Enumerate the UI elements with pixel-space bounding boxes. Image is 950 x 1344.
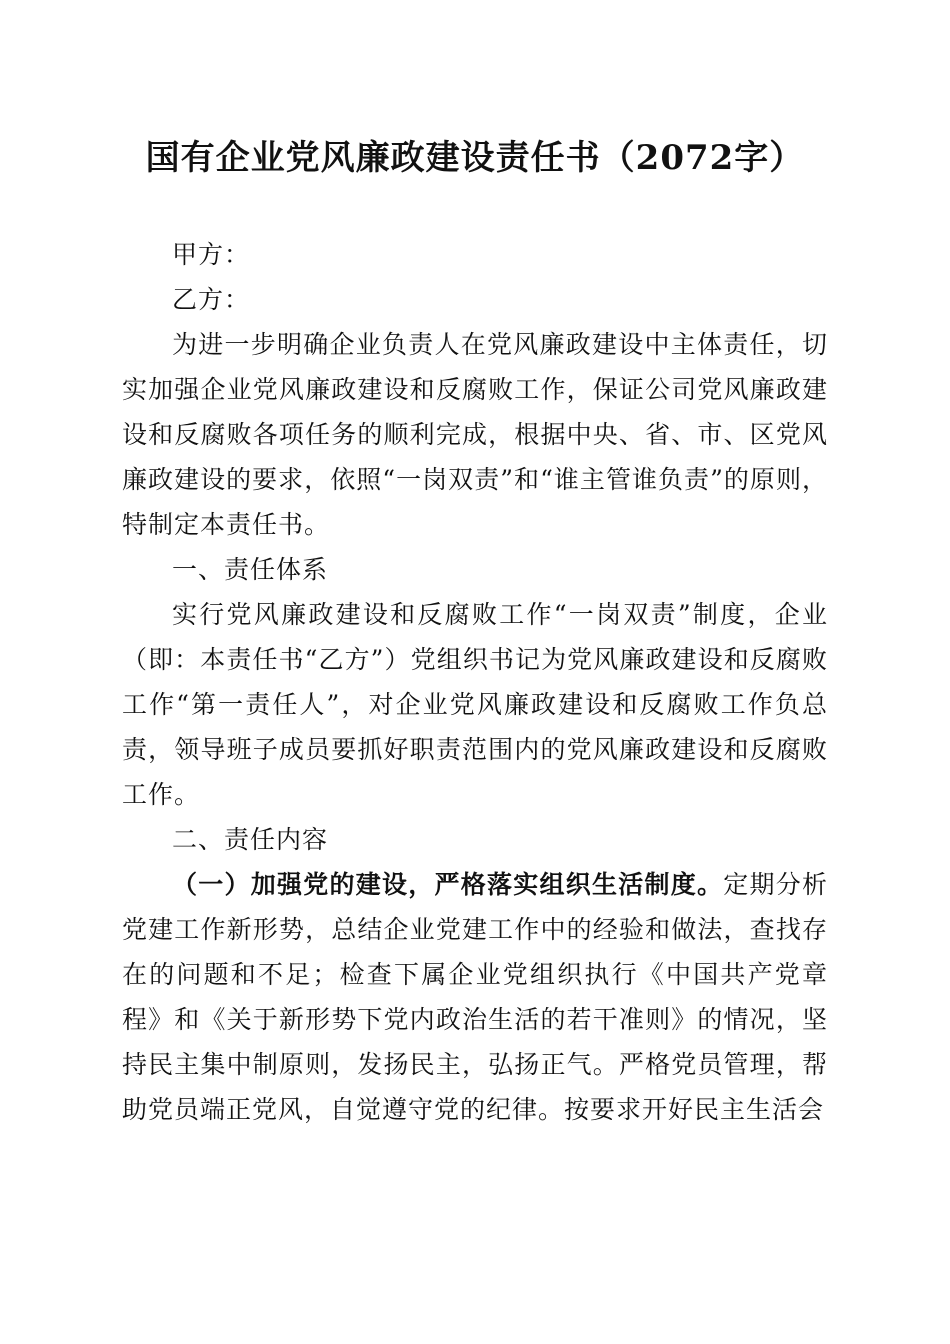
section-2-heading: 二、责任内容 bbox=[172, 825, 329, 854]
section-2-item-1-lead: （一）加强党的建设，严格落实组织生活制度。 bbox=[172, 870, 724, 899]
party-b-line: 乙方： bbox=[172, 285, 251, 314]
section-1-paragraph: 实行党风廉政建设和反腐败工作“一岗双责”制度，企业（即：本责任书“乙方”）党组织书记为党风廉政建设和反腐败工作“第一责任人”，对企业党风廉政建设和反腐败工作负总责，领导班子成员要抓好职责范围内的党风廉政建设和反腐败工作。 bbox=[122, 600, 828, 809]
section-1-heading: 一、责任体系 bbox=[172, 555, 329, 584]
intro-paragraph: 为进一步明确企业负责人在党风廉政建设中主体责任，切实加强企业党风廉政建设和反腐败工作，保证公司党风廉政建设和反腐败各项任务的顺利完成，根据中央、省、市、区党风廉政建设的要求，依照“一岗双责”和“谁主管谁负责”的原则，特制定本责任书。 bbox=[122, 330, 828, 539]
section-2-item-1-paragraph bbox=[122, 862, 828, 1132]
document-title: 国有企业党风廉政建设责任书（2072字） bbox=[145, 138, 805, 178]
section-2-item-1-text: 定期分析党建工作新形势，总结企业党建工作中的经验和做法，查找存在的问题和不足；检查下属企业党组织执行《中国共产党章程》和《关于新形势下党内政治生活的若干准则》的情况，坚持民主集中制原则，发扬民主，弘扬正气。严格党员管理，帮助党员端正党风，自觉遵守党的纪律。按要求开好民主生活会 bbox=[122, 870, 828, 1124]
document-body bbox=[122, 232, 828, 1132]
party-a-line: 甲方： bbox=[172, 240, 251, 269]
